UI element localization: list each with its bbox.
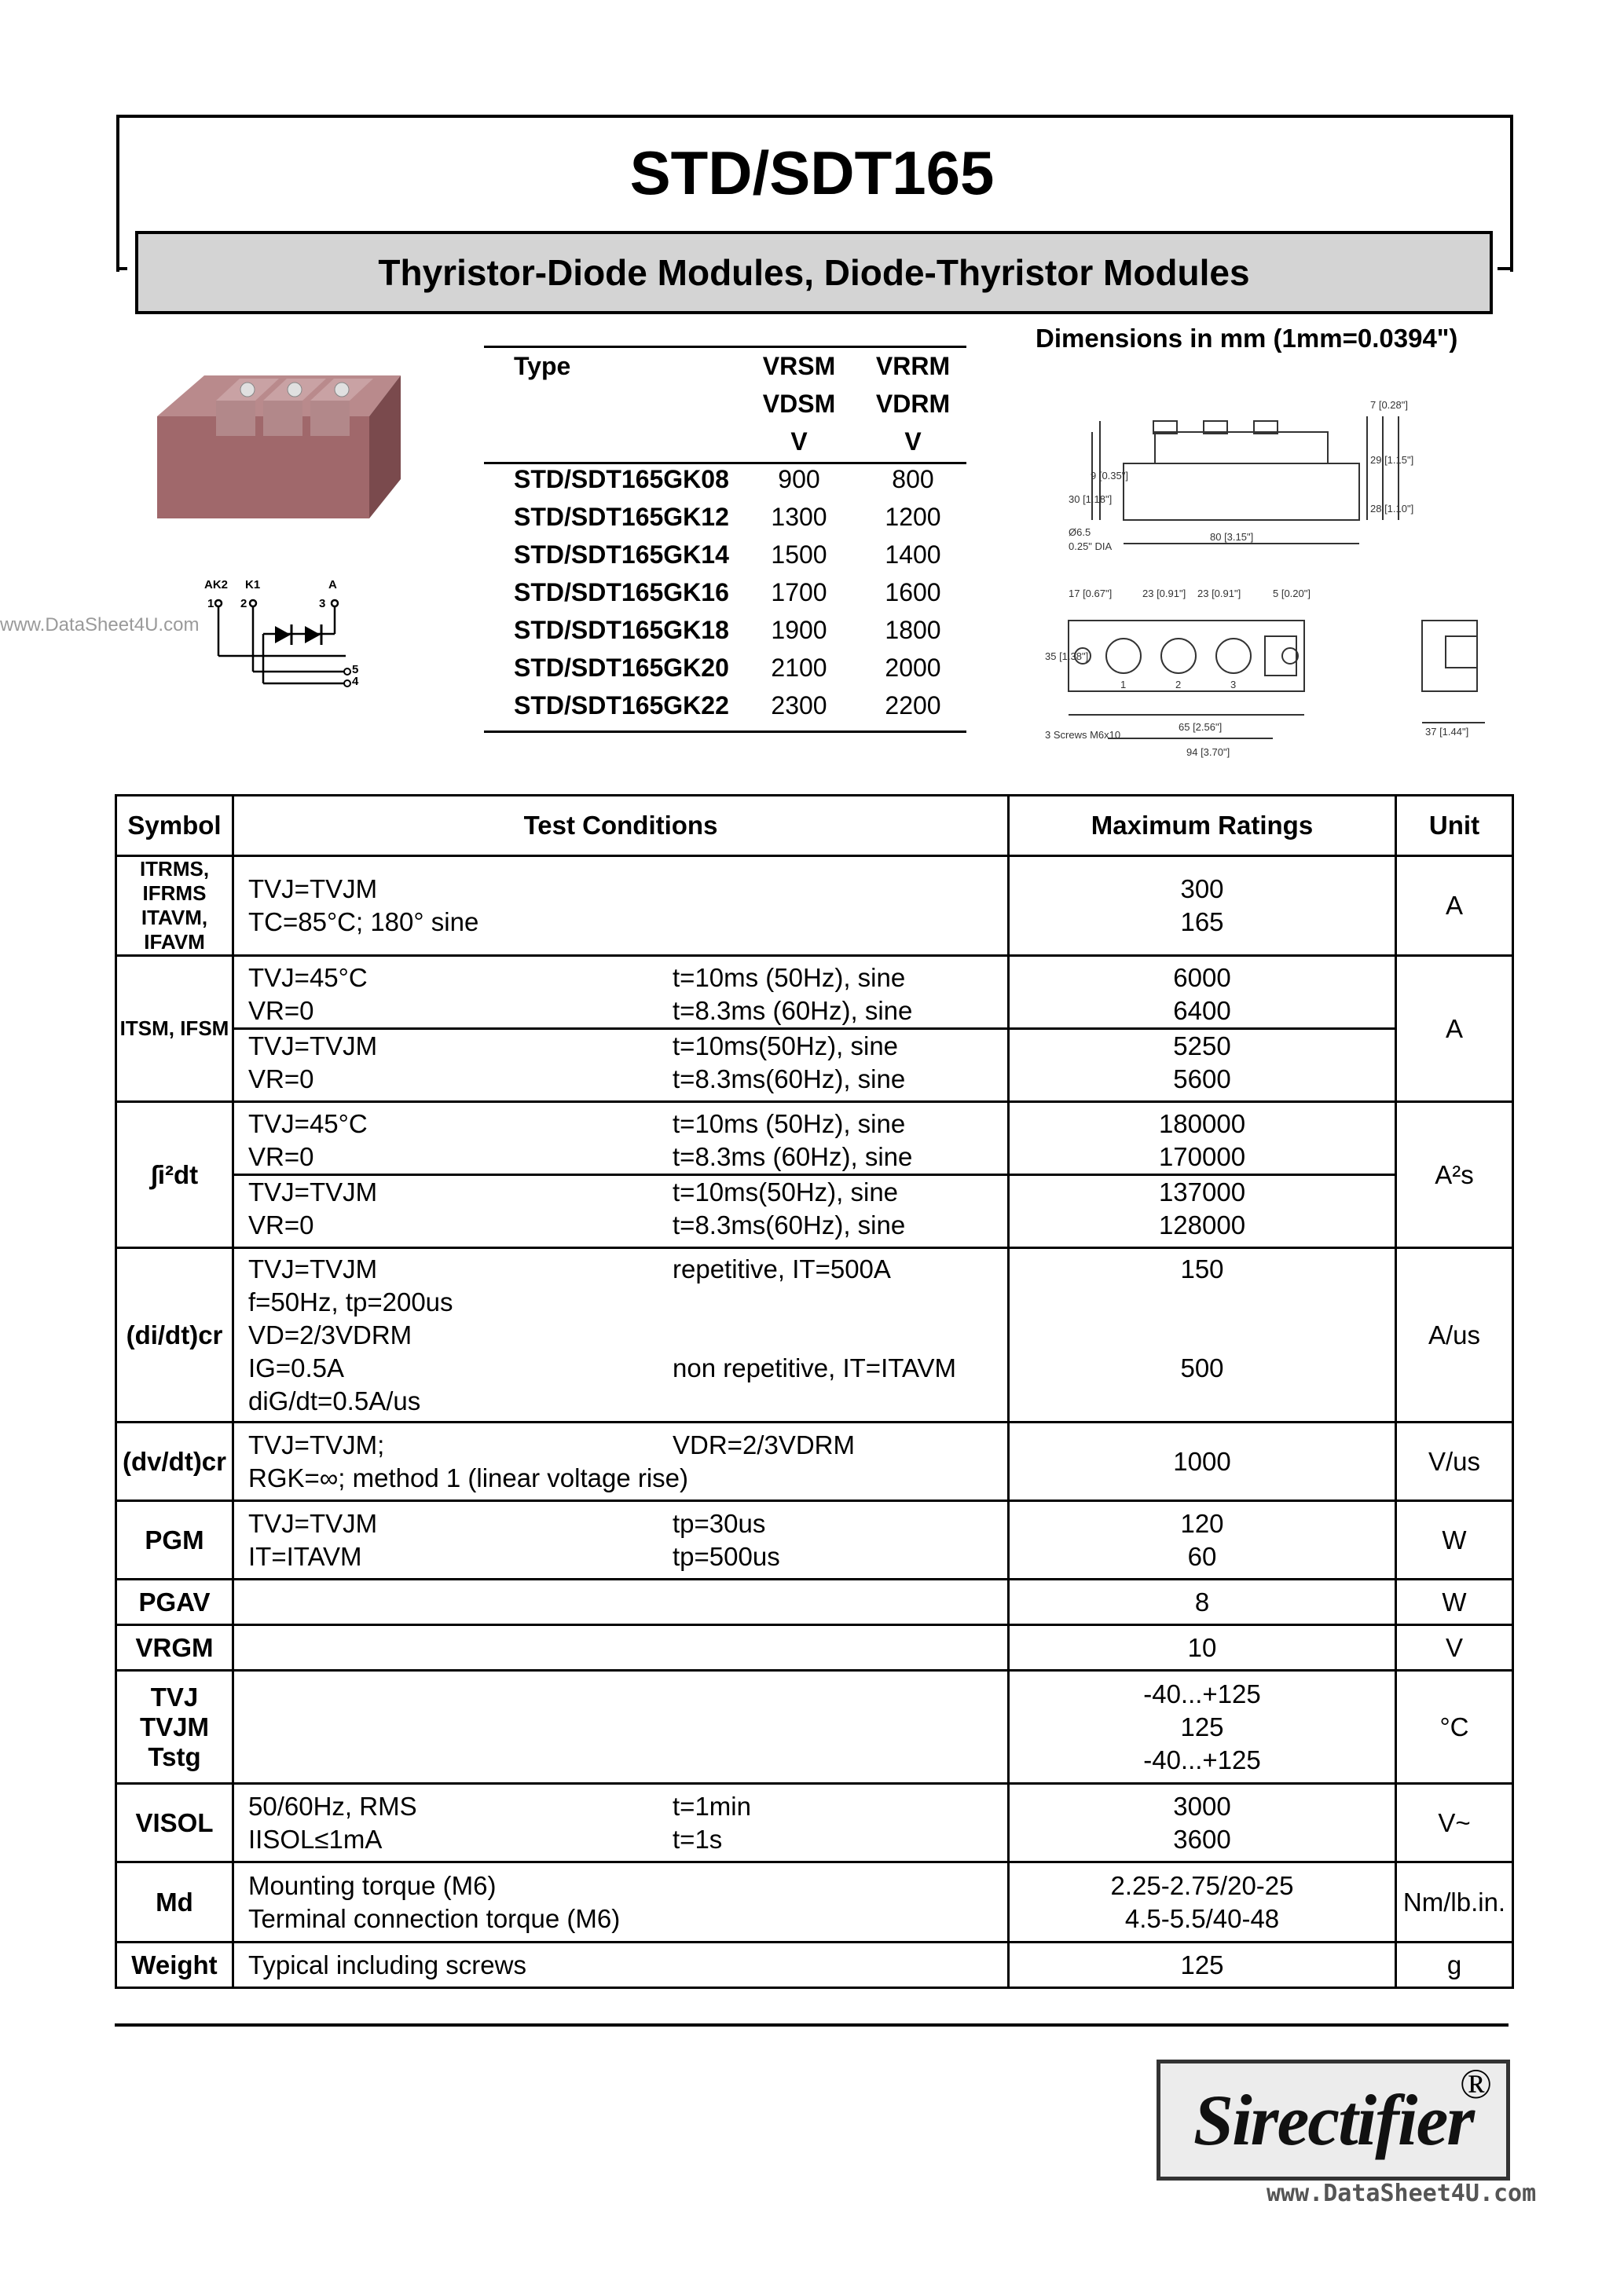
dim-label: 3 Screws M6x10 [1045, 729, 1121, 741]
dim-label: 37 [1.44"] [1425, 726, 1469, 738]
pin-num-3: 3 [319, 597, 326, 610]
col-header-unit: Unit [1396, 796, 1513, 856]
pin-label-a: A [328, 578, 337, 591]
frame-corner-left [116, 267, 127, 270]
brand-logo: Sirectifier [1157, 2060, 1510, 2181]
footer-rule [115, 2023, 1509, 2027]
col-header-ratings: Maximum Ratings [1009, 796, 1396, 856]
table-row: ∫i²dt TVJ=45°C t=10ms (50Hz), sine VR=0 t=8.3ms (60Hz), sine TVJ=TVJM t=10ms(50Hz), sine VR=0 t=8.3ms(60Hz), sine 180000 170000 137000 128000 A²s [116, 1102, 1513, 1248]
dim-label: 29 [1.15"] [1370, 454, 1414, 466]
table-row: Weight Typical including screws 125 g [116, 1943, 1513, 1988]
table-row: VRGM 10 V [116, 1625, 1513, 1671]
dim-label: 28 [1.10"] [1370, 503, 1414, 514]
thyristor-symbol [305, 626, 321, 643]
dim-label: 23 [0.91"] [1142, 588, 1186, 599]
diode-symbol [275, 626, 291, 643]
dim-label: 94 [3.70"] [1186, 746, 1230, 758]
table-row: (dv/dt)cr TVJ=TVJM; VDR=2/3VDRM RGK=∞; method 1 (linear voltage rise) 1000 V/us [116, 1423, 1513, 1501]
dim-label: 0.25" DIA [1069, 540, 1113, 552]
table-row: (di/dt)cr TVJ=TVJM repetitive, IT=500A f=50Hz, tp=200us VD=2/3VDRM IG=0.5A non repetitive, IT=ITAVM diG/dt=0.5A/us 150 500 A/us [116, 1248, 1513, 1423]
pin-num-4: 4 [352, 675, 359, 688]
terminal-num: 1 [1120, 679, 1127, 690]
dim-label: 65 [2.56"] [1179, 721, 1223, 733]
type-row: STD/SDT165GK18 1900 1800 [514, 616, 941, 644]
table-row: TVJ TVJM Tstg -40...+125 125 -40...+125 °C [116, 1671, 1513, 1784]
dim-label: 80 [3.15"] [1210, 531, 1254, 543]
dim-label: 7 [0.28"] [1370, 399, 1408, 411]
dim-label: 23 [0.91"] [1197, 588, 1241, 599]
pin-label-ak2: AK2 [204, 578, 229, 591]
dim-label: 9 [0.35"] [1091, 470, 1128, 482]
registered-mark: ® [1460, 2060, 1493, 2107]
dim-label: 35 [1.38"] [1045, 650, 1089, 662]
dim-label: 30 [1.18"] [1069, 493, 1113, 505]
table-row: PGM TVJ=TVJM tp=30us IT=ITAVM tp=500us 120 60 W [116, 1501, 1513, 1580]
vrsm-header: VRSM [762, 352, 836, 380]
table-row: VISOL 50/60Hz, RMS t=1min IISOL≤1mA t=1s 3000 3600 V~ [116, 1784, 1513, 1862]
terminal-num: 3 [1230, 679, 1237, 690]
end-view-drawing [1406, 613, 1516, 746]
dim-label: 5 [0.20"] [1273, 588, 1311, 599]
pin-num-1: 1 [207, 597, 214, 610]
watermark-url: www.DataSheet4U.com [0, 614, 200, 635]
pin-num-2: 2 [240, 597, 247, 610]
type-row: STD/SDT165GK16 1700 1600 [514, 578, 941, 606]
footer-url: www.DataSheet4U.com [1267, 2180, 1537, 2207]
side-view-drawing [1053, 385, 1414, 573]
pin-label-k1: K1 [245, 578, 261, 591]
col-header-symbol: Symbol [116, 796, 233, 856]
type-row: STD/SDT165GK22 2300 2200 [514, 691, 941, 720]
ratings-table [115, 794, 1514, 1989]
table-row: ITRMS, IFRMS ITAVM, IFAVM TVJ=TVJM TC=85°C; 180° sine 300 165 A [116, 856, 1513, 956]
type-row: STD/SDT165GK12 1300 1200 [514, 503, 941, 531]
terminal-num: 2 [1175, 679, 1182, 690]
dim-label: Ø6.5 [1069, 526, 1091, 538]
vdsm-header: VDSM [762, 390, 836, 418]
dimensions-title: Dimensions in mm (1mm=0.0394") [1036, 324, 1458, 353]
top-view-drawing [1045, 581, 1328, 770]
type-col-header: Type [514, 352, 571, 380]
v1-unit: V [790, 427, 808, 456]
v2-unit: V [904, 427, 922, 456]
circuit-diagram [196, 577, 385, 695]
page-subtitle: Thyristor-Diode Modules, Diode-Thyristor Modules [135, 231, 1493, 314]
page-title: STD/SDT165 [629, 138, 995, 207]
dim-label: 17 [0.67"] [1069, 588, 1113, 599]
table-row: ITSM, IFSM TVJ=45°C t=10ms (50Hz), sine VR=0 t=8.3ms (60Hz), sine TVJ=TVJM t=10ms(50Hz), sine VR=0 t=8.3ms(60Hz), sine 6000 6400 5250 5600 A [116, 956, 1513, 1102]
vrrm-header: VRRM [875, 352, 951, 380]
col-header-conditions: Test Conditions [233, 796, 1009, 856]
table-row: PGAV 8 W [116, 1580, 1513, 1625]
vdrm-header: VDRM [875, 390, 951, 418]
type-row: STD/SDT165GK14 1500 1400 [514, 540, 941, 569]
frame-corner-right [1498, 267, 1510, 270]
table-row: Md Mounting torque (M6) Terminal connection torque (M6) 2.25-2.75/20-25 4.5-5.5/40-48 Nm/lb.in. [116, 1862, 1513, 1943]
module-photo [141, 361, 409, 542]
type-row: STD/SDT165GK08 900 800 [514, 465, 934, 493]
type-row: STD/SDT165GK20 2100 2000 [514, 654, 941, 682]
pin-num-5: 5 [352, 663, 359, 676]
table-header-row [116, 796, 1513, 856]
